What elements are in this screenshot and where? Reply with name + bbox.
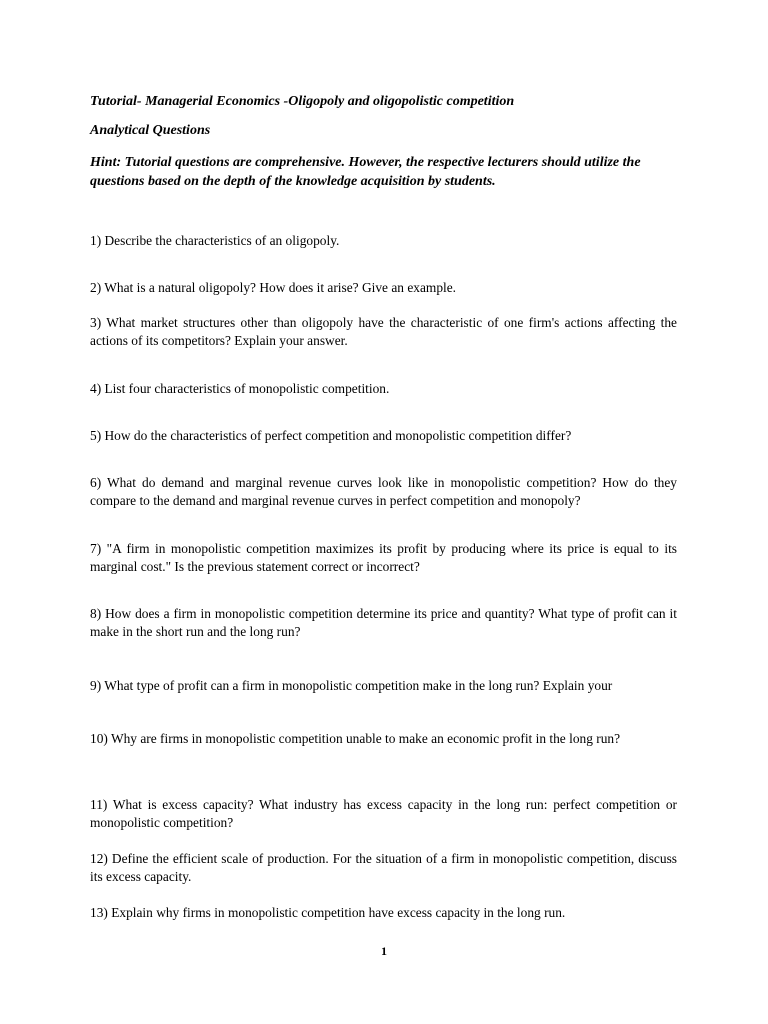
question-5: 5) How do the characteristics of perfect competition and monopolistic competition differ? <box>90 428 572 443</box>
section-heading: Analytical Questions <box>90 123 211 138</box>
question-4: 4) List four characteristics of monopolistic competition. <box>90 381 390 396</box>
page-number: 1 <box>381 944 387 958</box>
question-9: 9) What type of profit can a firm in monopolistic competition make in the long run? Explain your <box>90 678 613 693</box>
question-7: 7) "A firm in monopolistic competition maximizes its profit by producing where its price is equal to its marginal cost." Is the previous statement correct or incorrect? <box>90 541 677 574</box>
question-1: 1) Describe the characteristics of an oligopoly. <box>90 233 340 248</box>
document-title: Tutorial- Managerial Economics -Oligopoly and oligopolistic competition <box>90 94 515 109</box>
question-12: 12) Define the efficient scale of production. For the situation of a firm in monopolistic competition, discuss its excess capacity. <box>90 851 677 884</box>
question-11: 11) What is excess capacity? What industry has excess capacity in the long run: perfect competition or monopolistic competition? <box>90 797 677 830</box>
question-6: 6) What do demand and marginal revenue curves look like in monopolistic competition? How do they compare to the demand and marginal revenue curves in perfect competition and monopoly? <box>90 475 677 508</box>
question-13: 13) Explain why firms in monopolistic competition have excess capacity in the long run. <box>90 905 566 920</box>
question-2: 2) What is a natural oligopoly? How does it arise? Give an example. <box>90 280 457 295</box>
question-3: 3) What market structures other than oligopoly have the characteristic of one firm's actions affecting the actions of its competitors? Explain your answer. <box>90 315 677 348</box>
question-10: 10) Why are firms in monopolistic competition unable to make an economic profit in the long run? <box>90 731 621 746</box>
hint-paragraph: Hint: Tutorial questions are comprehensive. However, the respective lecturers should utilize the questions based on the depth of the knowledge acquisition by students. <box>90 155 641 189</box>
question-8: 8) How does a firm in monopolistic competition determine its price and quantity? What type of profit can it make in the short run and the long run? <box>90 606 677 639</box>
